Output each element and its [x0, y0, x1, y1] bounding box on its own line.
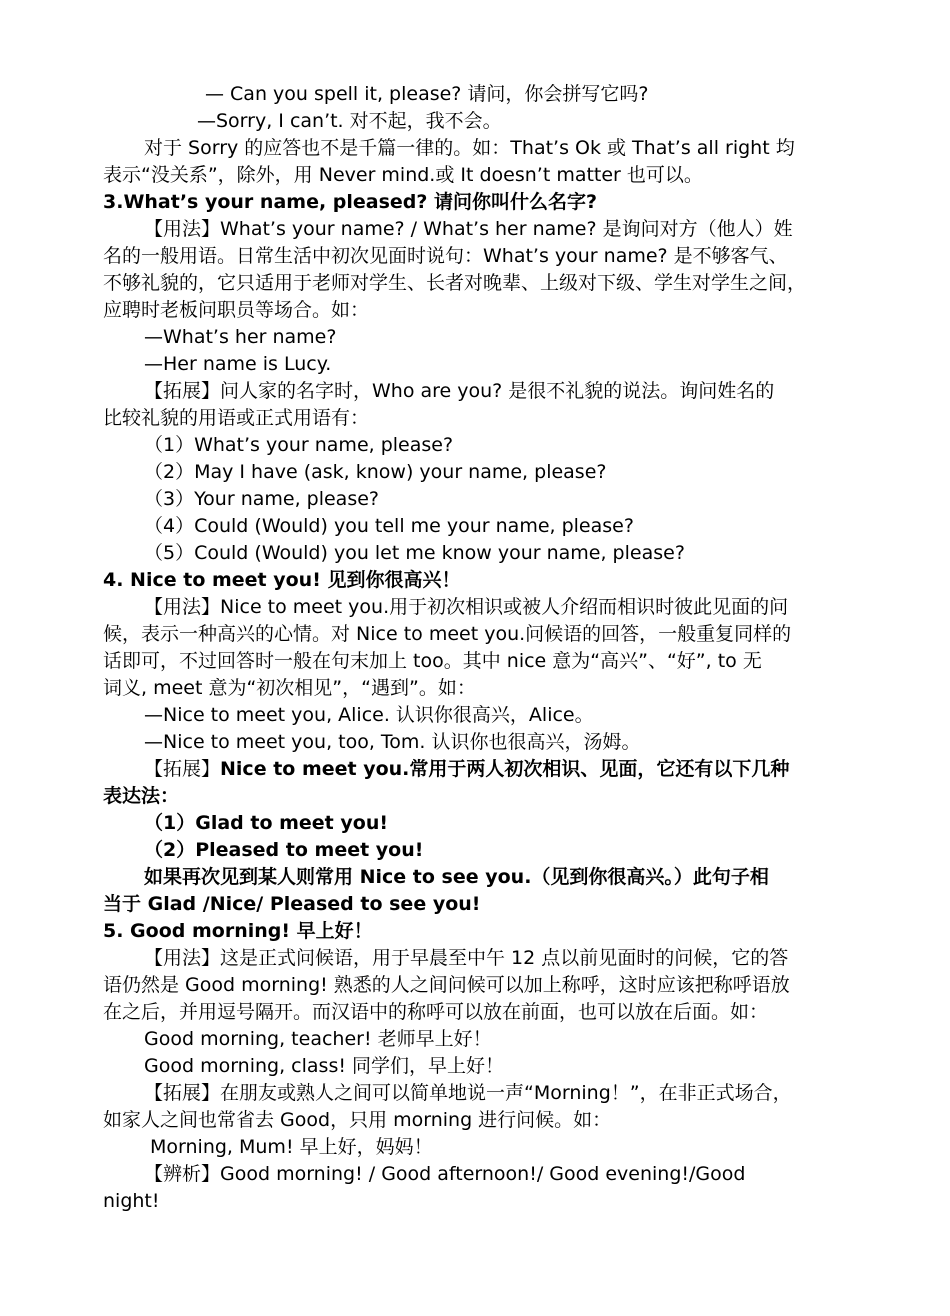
- paragraph-line: 【辨析】Good morning! / Good afternoon!/ Good evening!/Good: [144, 1163, 746, 1185]
- paragraph-line: [144, 756, 789, 783]
- paragraph-line: 词义, meet 意为“初次相见”，“遇到”。如：: [103, 677, 476, 699]
- list-item: （1）Glad to meet you!: [144, 812, 389, 834]
- dialog-line: —Nice to meet you, too, Tom. 认识你也很高兴，汤姆。: [144, 731, 641, 753]
- tag-label: 【拓展】: [144, 758, 221, 780]
- list-item: （5）Could (Would) you let me know your name, please?: [144, 542, 685, 564]
- paragraph-line: 比较礼貌的用语或正式用语有：: [103, 407, 370, 429]
- paragraph-line: 话即可，不过回答时一般在句末加上 too。其中 nice 意为“高兴”、“好”, to 无: [103, 650, 762, 672]
- dialog-line: —Her name is Lucy.: [144, 353, 332, 375]
- paragraph-line: 在之后，并用逗号隔开。而汉语中的称呼可以放在前面，也可以放在后面。如：: [103, 1001, 769, 1023]
- paragraph-line: 候，表示一种高兴的心情。对 Nice to meet you.问候语的回答，一般重复同样的: [103, 623, 792, 645]
- list-item: （4）Could (Would) you tell me your name, please?: [144, 515, 634, 537]
- paragraph-line: 对于 Sorry 的应答也不是千篇一律的。如：That’s Ok 或 That’s all right 均: [144, 137, 795, 159]
- paragraph-line: 当于 Glad /Nice/ Pleased to see you!: [103, 893, 481, 915]
- list-item: （2）Pleased to meet you!: [144, 839, 424, 861]
- paragraph-line: 语仍然是 Good morning! 熟悉的人之间问候可以加上称呼，这时应该把称呼语放: [103, 974, 790, 996]
- example-line: Good morning, teacher! 老师早上好！: [144, 1028, 492, 1050]
- paragraph-line: 名的一般用语。日常生活中初次见面时说句：What’s your name? 是不够客气、: [103, 245, 788, 267]
- section-heading: 3.What’s your name, pleased? 请问你叫什么名字?: [103, 191, 598, 213]
- dialog-line: —Nice to meet you, Alice. 认识你很高兴，Alice。: [144, 704, 594, 726]
- paragraph-line: 表达法：: [103, 785, 180, 807]
- paragraph-line: 应聘时老板问职员等场合。如：: [103, 299, 370, 321]
- example-line: Morning, Mum! 早上好，妈妈！: [150, 1136, 433, 1158]
- paragraph-line: 【用法】What’s your name? / What’s her name? 是询问对方（他人）姓: [144, 218, 793, 240]
- dialog-line: —Sorry, I can’t. 对不起，我不会。: [197, 110, 502, 132]
- example-line: Good morning, class! 同学们，早上好！: [144, 1055, 505, 1077]
- paragraph-line: 【拓展】问人家的名字时，Who are you? 是很不礼貌的说法。询问姓名的: [144, 380, 775, 402]
- paragraph-line: night!: [103, 1190, 160, 1212]
- list-item: （1）What’s your name, please?: [144, 434, 454, 456]
- list-item: （3）Your name, please?: [144, 488, 379, 510]
- bold-text: Nice to meet you.常用于两人初次相识、见面，它还有以下几种: [220, 758, 790, 780]
- section-heading: 4. Nice to meet you! 见到你很高兴！: [103, 569, 461, 591]
- paragraph-line: 【用法】这是正式问候语，用于早晨至中午 12 点以前见面时的问候，它的答: [144, 947, 789, 969]
- paragraph-line: 【用法】Nice to meet you.用于初次相识或被人介绍而相识时彼此见面的问: [144, 596, 789, 618]
- dialog-line: —What’s her name?: [144, 326, 337, 348]
- paragraph-line: 如果再次见到某人则常用 Nice to see you.（见到你很高兴。）此句子相: [144, 866, 769, 888]
- dialog-line: — Can you spell it, please? 请问，你会拼写它吗?: [205, 83, 649, 105]
- list-item: （2）May I have (ask, know) your name, please?: [144, 461, 607, 483]
- section-heading: 5. Good morning! 早上好！: [103, 920, 373, 942]
- paragraph-line: 【拓展】在朋友或熟人之间可以简单地说一声“Morning！”，在非正式场合，: [144, 1082, 792, 1104]
- paragraph-line: 表示“没关系”，除外，用 Never mind.或 It doesn’t matter 也可以。: [103, 164, 703, 186]
- paragraph-line: 如家人之间也常省去 Good，只用 morning 进行问候。如：: [103, 1109, 612, 1131]
- paragraph-line: 不够礼貌的，它只适用于老师对学生、长者对晚辈、上级对下级、学生对学生之间，: [103, 272, 807, 294]
